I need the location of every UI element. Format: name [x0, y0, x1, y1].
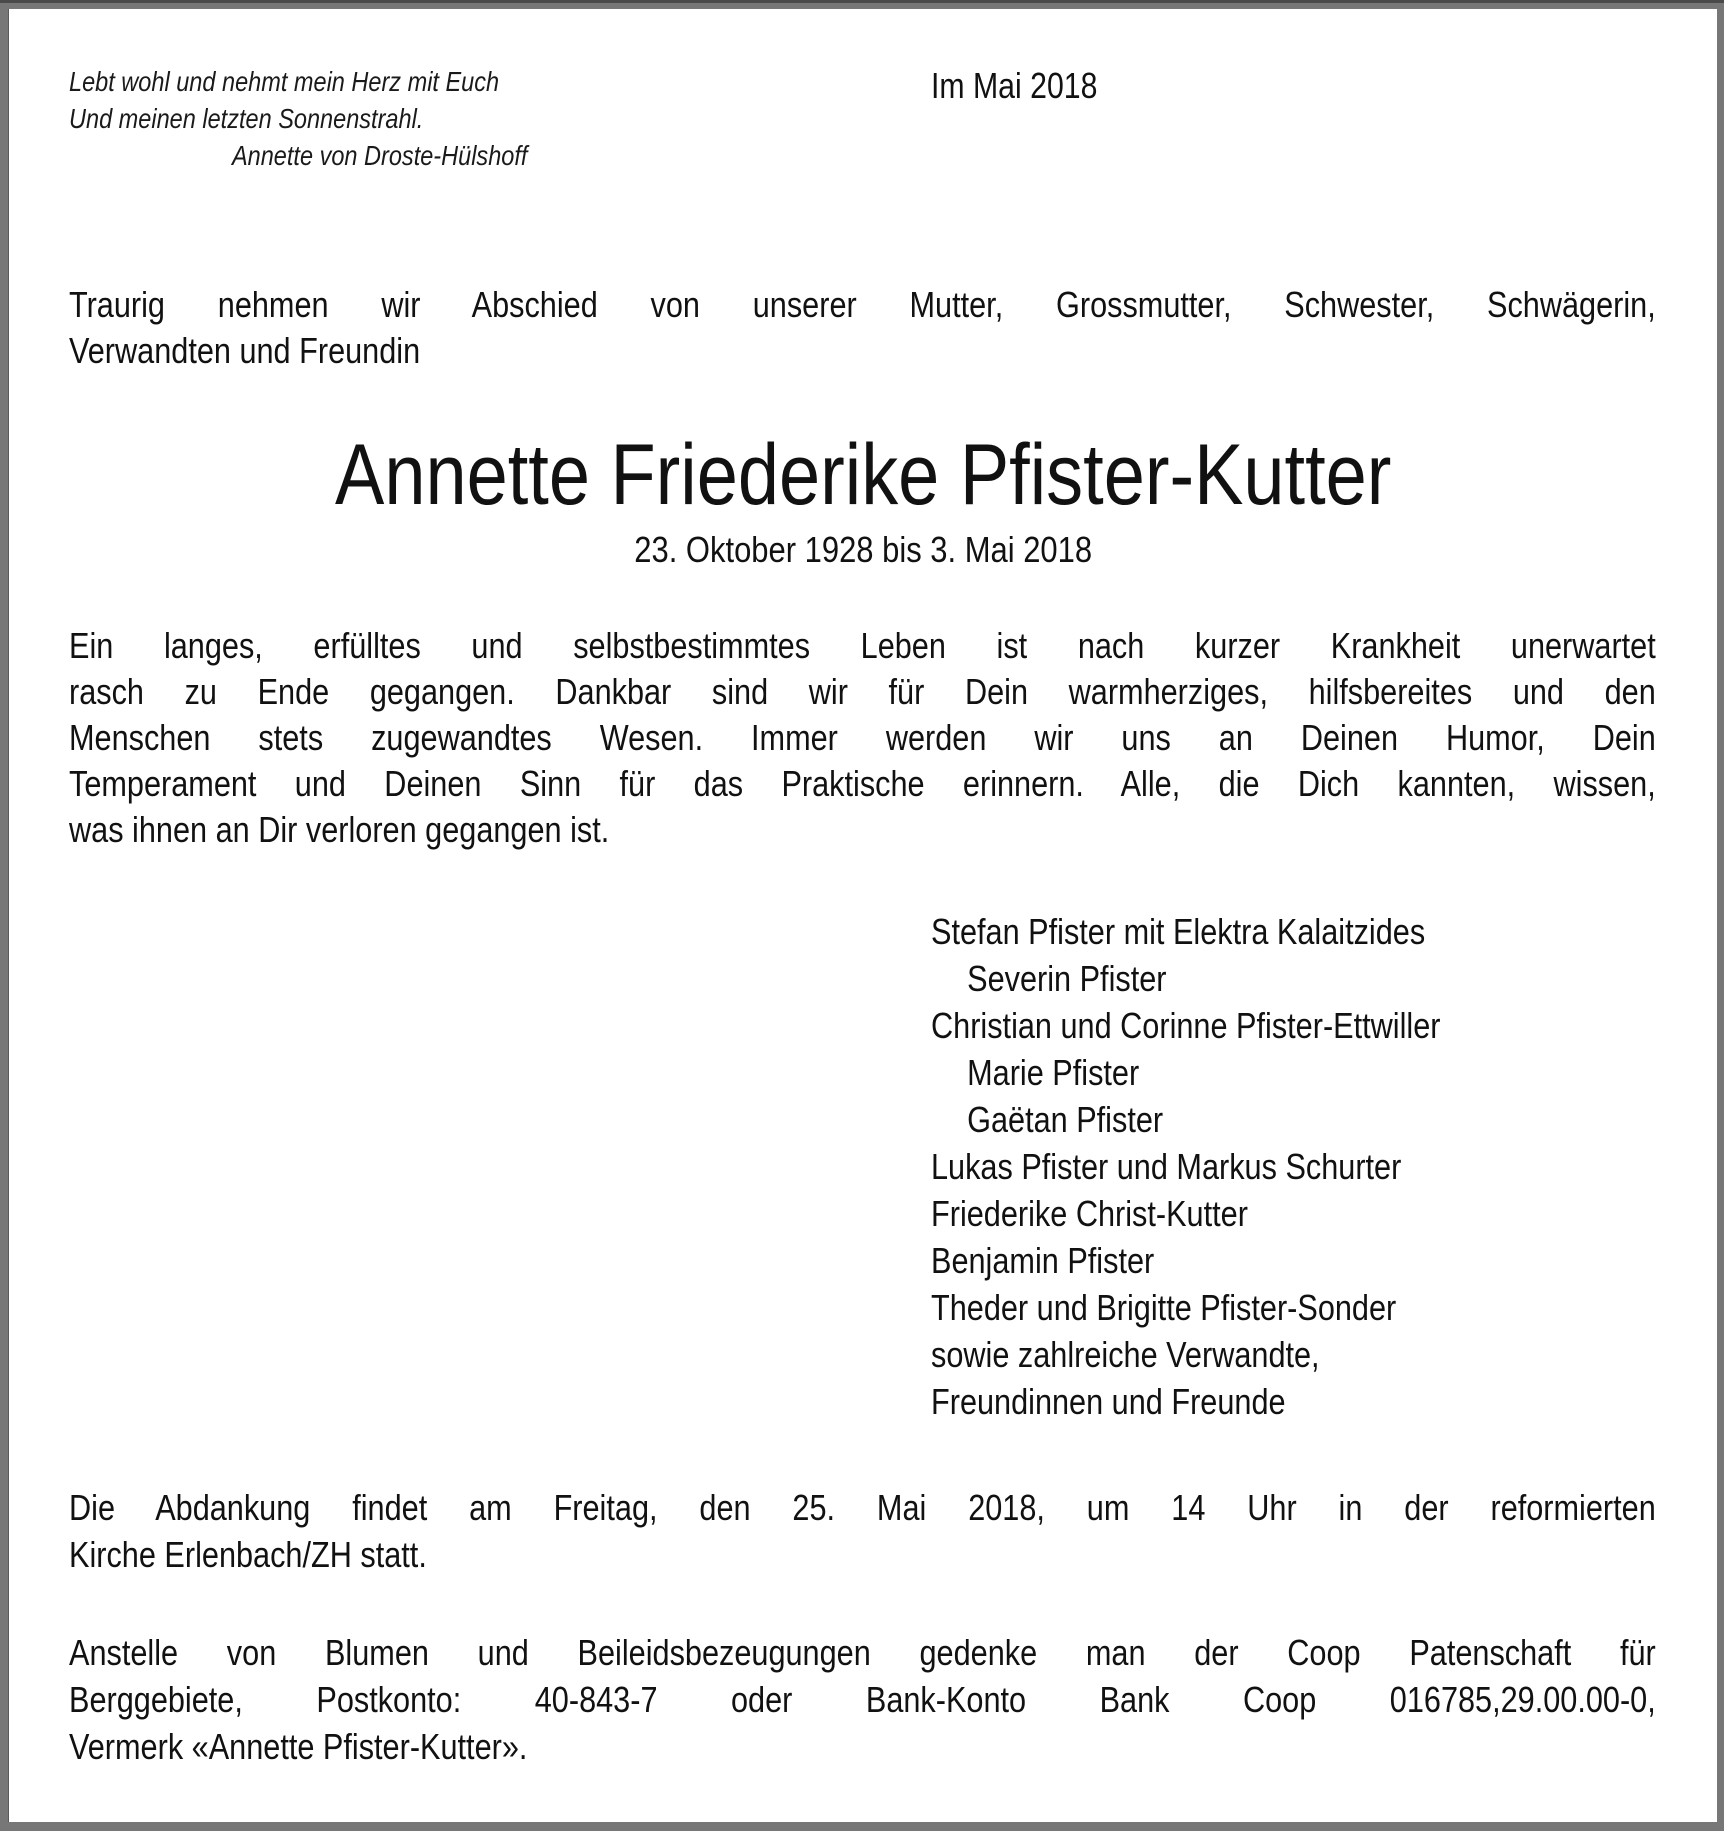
donation-line: Berggebiete, Postkonto: 40-843-7 oder Bank-Konto Bank Coop 016785,29.00.00-0, — [69, 1679, 1656, 1720]
mourners-list — [931, 908, 1440, 1425]
mourner-name: Friederike Christ-Kutter — [931, 1193, 1248, 1234]
tribute-line: Ein langes, erfülltes und selbstbestimmtes Leben ist nach kurzer Krankheit unerwartet — [69, 625, 1656, 666]
tribute-line: was ihnen an Dir verloren gegangen ist. — [69, 809, 610, 850]
donation-line: Anstelle von Blumen und Beileidsbezeugungen gedenke man der Coop Patenschaft für — [69, 1632, 1656, 1673]
mourner-name: Benjamin Pfister — [931, 1240, 1155, 1281]
donation-paragraph — [69, 1629, 1656, 1770]
tribute-line: Temperament und Deinen Sinn für das Praktische erinnern. Alle, die Dich kannten, wissen, — [69, 763, 1656, 804]
intro-line: Traurig nehmen wir Abschied von unserer Mutter, Grossmutter, Schwester, Schwägerin, — [69, 284, 1656, 325]
tribute-line: Menschen stets zugewandtes Wesen. Immer werden wir uns an Deinen Humor, Dein — [69, 717, 1656, 758]
mourner-name: Lukas Pfister und Markus Schurter — [931, 1146, 1402, 1187]
poem-author: Annette von Droste-Hülshoff — [231, 140, 528, 171]
intro-paragraph — [69, 282, 1656, 374]
life-dates-text: 23. Oktober 1928 bis 3. Mai 2018 — [634, 529, 1092, 570]
mourner-name: sowie zahlreiche Verwandte, — [931, 1334, 1320, 1375]
window-frame-top — [0, 0, 1724, 3]
mourner-name: Christian und Corinne Pfister-Ettwiller — [931, 1005, 1441, 1046]
deceased-name-heading — [9, 427, 1717, 523]
service-line: Die Abdankung findet am Freitag, den 25. Mai 2018, um 14 Uhr in der reformierten — [69, 1487, 1656, 1528]
mourner-name: Gaëtan Pfister — [967, 1099, 1164, 1140]
poem-quote — [69, 63, 527, 174]
funeral-service-paragraph — [69, 1484, 1656, 1578]
mourner-name: Theder und Brigitte Pfister-Sonder — [931, 1287, 1397, 1328]
obituary-page — [8, 9, 1717, 1822]
mourner-name: Freundinnen und Freunde — [931, 1381, 1286, 1422]
donation-line: Vermerk «Annette Pfister-Kutter». — [69, 1726, 528, 1767]
mourner-name: Severin Pfister — [967, 958, 1167, 999]
publication-date: Im Mai 2018 — [931, 65, 1098, 106]
tribute-paragraph — [69, 623, 1656, 853]
intro-line: Verwandten und Freundin — [69, 330, 421, 371]
mourner-name: Stefan Pfister mit Elektra Kalaitzides — [931, 911, 1426, 952]
service-line: Kirche Erlenbach/ZH statt. — [69, 1534, 427, 1575]
poem-line: Und meinen letzten Sonnenstrahl. — [69, 103, 424, 134]
deceased-name: Annette Friederike Pfister-Kutter — [334, 427, 1392, 523]
poem-line: Lebt wohl und nehmt mein Herz mit Euch — [69, 66, 500, 97]
mourner-name: Marie Pfister — [967, 1052, 1140, 1093]
tribute-line: rasch zu Ende gegangen. Dankbar sind wir für Dein warmherziges, hilfsbereites und den — [69, 671, 1656, 712]
life-dates — [9, 529, 1717, 571]
